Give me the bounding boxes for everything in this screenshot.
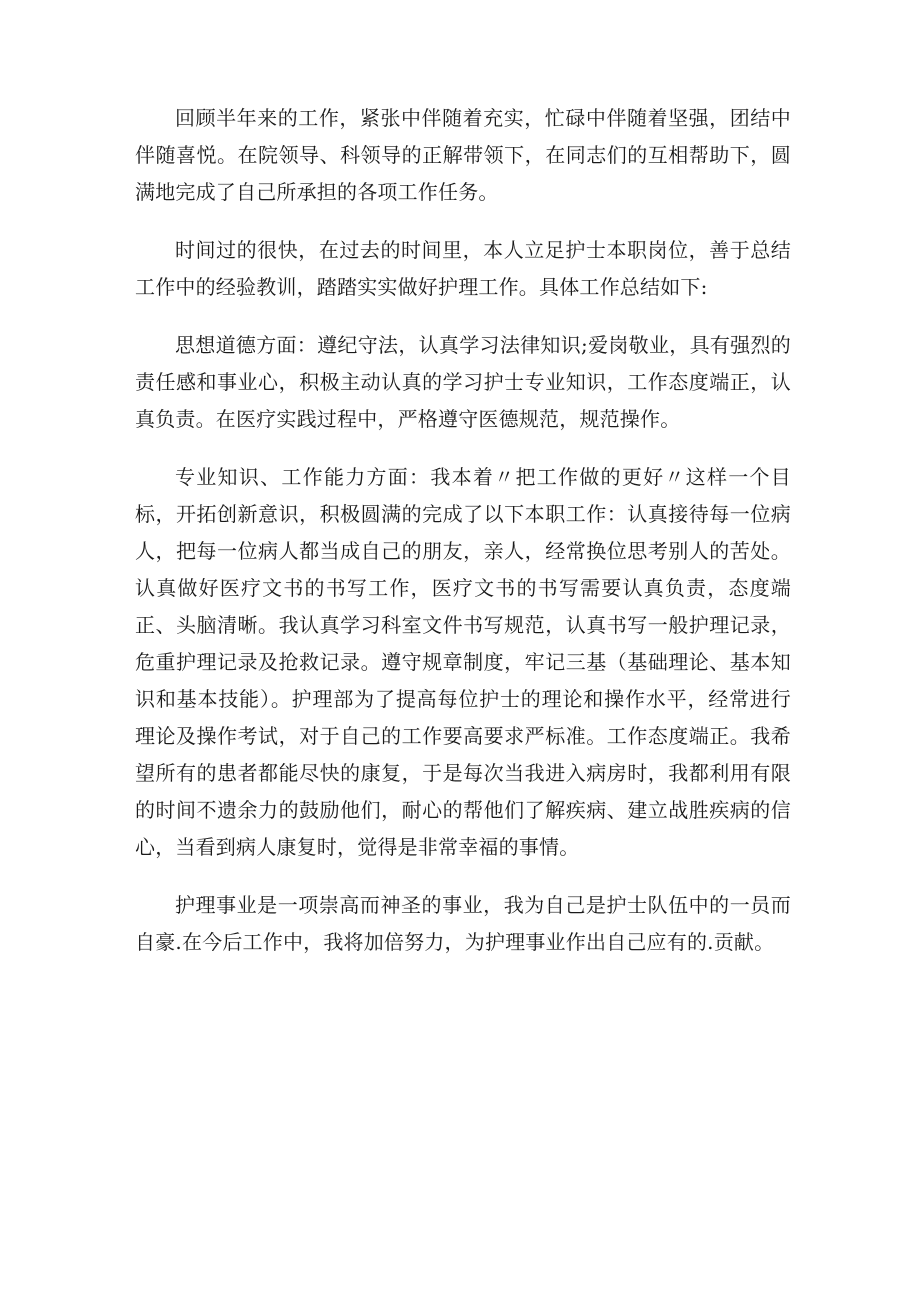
document-body (135, 100, 791, 982)
paragraph-overview: 时间过的很快，在过去的时间里，本人立足护士本职岗位，善于总结工作中的经验教训，踏踏实实做好护理工作。具体工作总结如下: (135, 238, 791, 299)
paragraph-professional-skills: 专业知识、工作能力方面：我本着〃把工作做的更好〃这样一个目标，开拓创新意识，积极圆满的完成了以下本职工作：认真接待每一位病人，把每一位病人都当成自己的朋友，亲人，经常换位思考别人的苦处。认真做好医疗文书的书写工作，医疗文书的书写需要认真负责，态度端正、头脑清晰。我认真学习科室文件书写规范，认真书写一般护理记录，危重护理记录及抢救记录。遵守规章制度，牢记三基（基础理论、基本知识和基本技能）。护理部为了提高每位护士的理论和操作水平，经常进行理论及操作考试，对于自己的工作要高要求严标准。工作态度端正。我希望所有的患者都能尽快的康复，于是每次当我进入病房时，我都利用有限的时间不遗余力的鼓励他们，耐心的帮他们了解疾病、建立战胜疾病的信心，当看到病人康复时，觉得是非常幸福的事情。 (135, 465, 791, 859)
paragraph-intro: 回顾半年来的工作，紧张中伴随着充实，忙碌中伴随着坚强，团结中伴随喜悦。在院领导、科领导的正解带领下，在同志们的互相帮助下，圆满地完成了自己所承担的各项工作任务。 (135, 106, 791, 204)
paragraph-ethics: 思想道德方面：遵纪守法，认真学习法律知识;爱岗敬业，具有强烈的责任感和事业心，积极主动认真的学习护士专业知识，工作态度端正，认真负责。在医疗实践过程中，严格遵守医德规范，规范操作。 (135, 333, 791, 431)
paragraph-conclusion: 护理事业是一项崇高而神圣的事业，我为自己是护士队伍中的一员而自豪.在今后工作中，我将加倍努力，为护理事业作出自己应有的.贡献。 (135, 893, 791, 954)
